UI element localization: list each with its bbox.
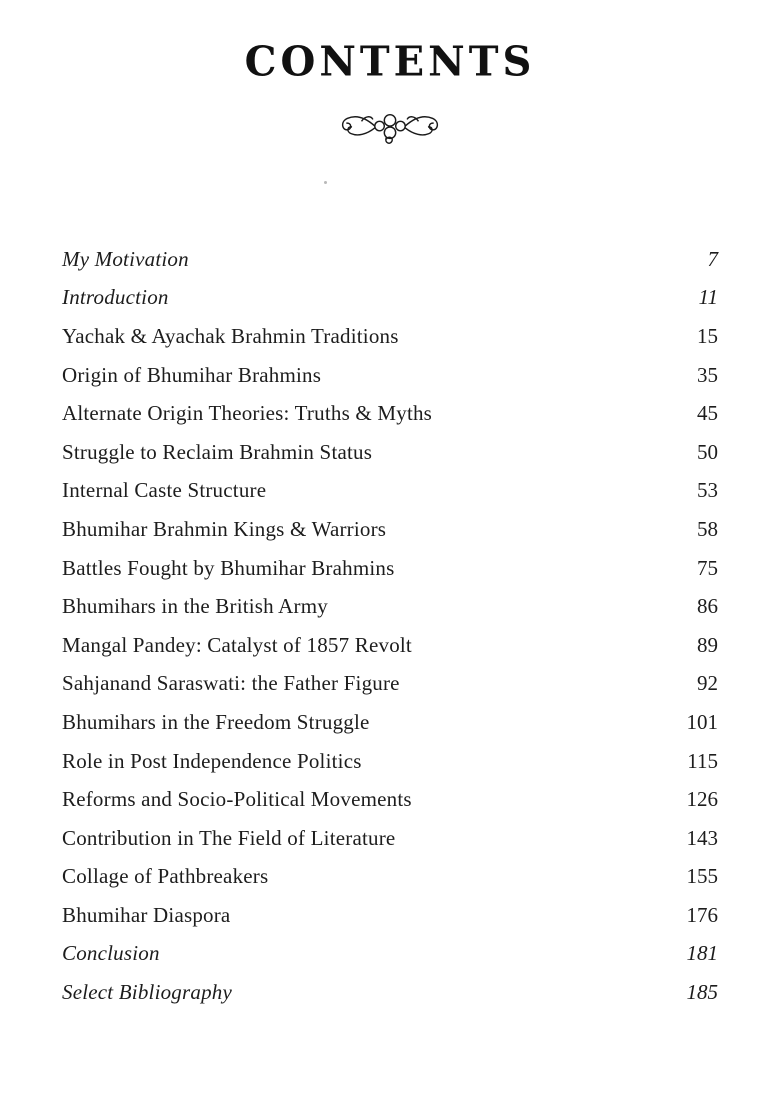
toc-entry-page: 86 xyxy=(697,594,718,619)
toc-entry-title: Struggle to Reclaim Brahmin Status xyxy=(62,439,373,464)
toc-entry xyxy=(62,858,718,897)
toc-entry-title: Internal Caste Structure xyxy=(62,478,267,503)
toc-entry-page: 53 xyxy=(697,478,718,503)
toc-entry-title: My Motivation xyxy=(62,246,189,271)
toc-entry-page: 58 xyxy=(697,516,718,541)
toc-entry-page: 101 xyxy=(686,709,718,734)
toc-entry-page: 181 xyxy=(686,941,718,966)
toc-entry xyxy=(62,433,718,472)
toc-entry-title: Sahjanand Saraswati: the Father Figure xyxy=(62,671,400,696)
scan-speck xyxy=(324,181,327,184)
toc-entry xyxy=(62,356,718,395)
toc-entry xyxy=(62,317,718,356)
toc-entry xyxy=(62,780,718,819)
toc-entry-title: Reforms and Socio-Political Movements xyxy=(62,787,412,812)
table-of-contents xyxy=(62,240,718,1012)
toc-entry-page: 126 xyxy=(686,787,718,812)
toc-entry xyxy=(62,510,718,549)
toc-entry xyxy=(62,742,718,781)
toc-back-matter xyxy=(62,935,718,1012)
toc-entry xyxy=(62,935,718,974)
toc-entry xyxy=(62,394,718,433)
toc-entry xyxy=(62,973,718,1012)
toc-entry-title: Conclusion xyxy=(62,941,160,966)
toc-entry xyxy=(62,819,718,858)
toc-entry-title: Bhumihars in the Freedom Struggle xyxy=(62,709,370,734)
toc-entry-title: Origin of Bhumihar Brahmins xyxy=(62,362,322,387)
toc-entry-title: Contribution in The Field of Literature xyxy=(62,825,396,850)
toc-entry-title: Introduction xyxy=(62,285,169,310)
toc-entry-page: 115 xyxy=(687,748,718,773)
page-title: CONTENTS xyxy=(244,37,536,86)
toc-entry-page: 176 xyxy=(686,902,718,927)
toc-entry-page: 35 xyxy=(697,362,718,387)
toc-entry-page: 11 xyxy=(698,285,718,310)
toc-entry-title: Yachak & Ayachak Brahmin Traditions xyxy=(62,323,399,348)
toc-entry-title: Bhumihar Diaspora xyxy=(62,902,231,927)
toc-entry-page: 15 xyxy=(697,323,718,348)
toc-entry xyxy=(62,240,718,279)
toc-entry-title: Mangal Pandey: Catalyst of 1857 Revolt xyxy=(62,632,412,657)
toc-entry xyxy=(62,587,718,626)
toc-front-matter xyxy=(62,240,718,317)
toc-entry xyxy=(62,896,718,935)
toc-entry-title: Collage of Pathbreakers xyxy=(62,864,269,889)
toc-entry xyxy=(62,279,718,318)
toc-entry xyxy=(62,665,718,704)
toc-entry xyxy=(62,472,718,511)
toc-entry xyxy=(62,626,718,665)
toc-entry-page: 7 xyxy=(707,246,718,271)
toc-entry-page: 143 xyxy=(686,825,718,850)
toc-chapters xyxy=(62,317,718,935)
toc-entry-title: Select Bibliography xyxy=(62,980,233,1005)
toc-entry-page: 92 xyxy=(697,671,718,696)
toc-entry-page: 75 xyxy=(697,555,718,580)
toc-entry xyxy=(62,549,718,588)
toc-entry-page: 185 xyxy=(686,980,718,1005)
toc-entry-page: 155 xyxy=(686,864,718,889)
toc-entry-title: Battles Fought by Bhumihar Brahmins xyxy=(62,555,395,580)
toc-entry-page: 50 xyxy=(697,439,718,464)
toc-entry-page: 89 xyxy=(697,632,718,657)
toc-entry xyxy=(62,703,718,742)
ornament-flourish-icon xyxy=(0,106,780,153)
toc-entry-title: Role in Post Independence Politics xyxy=(62,748,362,773)
toc-entry-title: Bhumihars in the British Army xyxy=(62,594,328,619)
toc-entry-title: Alternate Origin Theories: Truths & Myths xyxy=(62,401,433,426)
toc-entry-page: 45 xyxy=(697,401,718,426)
toc-entry-title: Bhumihar Brahmin Kings & Warriors xyxy=(62,516,387,541)
